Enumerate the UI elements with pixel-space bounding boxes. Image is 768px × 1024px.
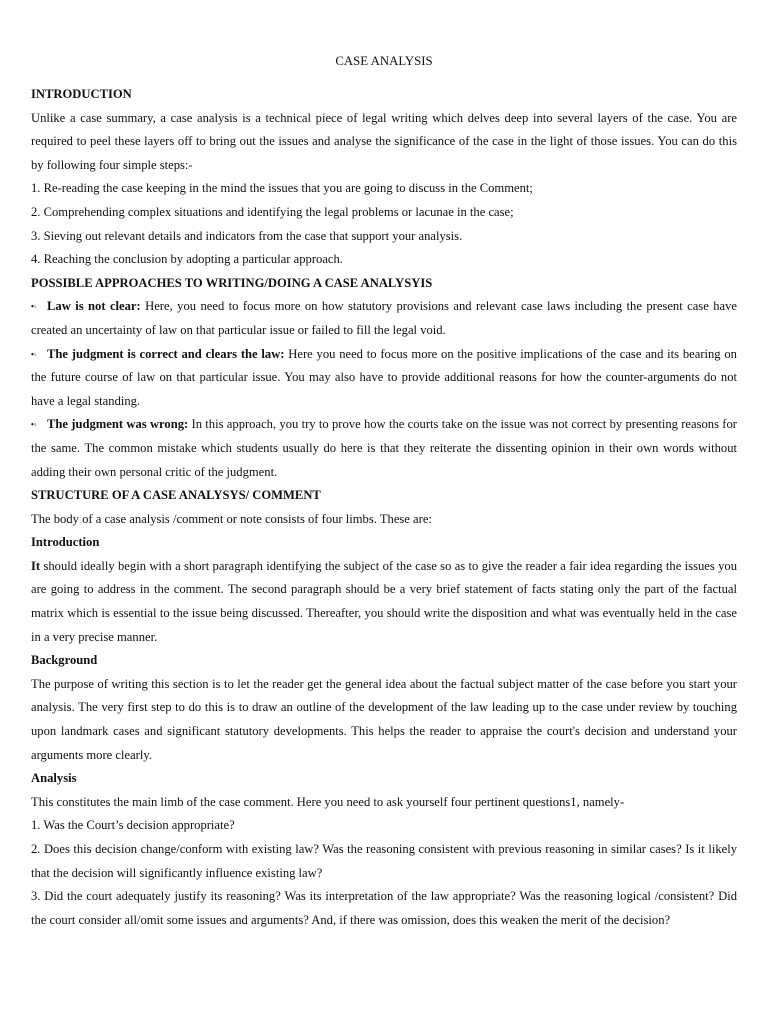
step-3: 3. Sieving out relevant details and indicators from the case that support your analysis. xyxy=(31,228,463,243)
analysis-paragraph: This constitutes the main limb of the case comment. Here you need to ask yourself four pertinent questions1, namely- xyxy=(31,794,625,809)
step-4: 4. Reaching the conclusion by adopting a particular approach. xyxy=(31,252,343,267)
introduction-heading: INTRODUCTION xyxy=(31,87,132,101)
analysis-subheading: Analysis xyxy=(31,771,77,786)
approach-lead: The judgment was wrong: xyxy=(47,417,189,432)
approach-text: Here, you need to focus more on how statutory provisions and relevant case laws including the present case have created an uncertainty of law on that particular issue or failed to fill the legal void. xyxy=(31,299,737,337)
background-paragraph: The purpose of writing this section is to let the reader get the general idea about the factual subject matter of the case before you start your analysis. The very first step to do this is to draw an outline of the development of the law leading up to the case under review by touching upon landmark cases and significant statutory developments. This helps the reader to appraise the court's decision and understand your arguments more clearly. xyxy=(31,676,737,762)
bullet-icon: •◦ xyxy=(31,302,37,312)
introduction-body xyxy=(31,555,737,649)
analysis-question-1: 1. Was the Court’s decision appropriate? xyxy=(31,818,235,833)
analysis-question-3: 3. Did the court adequately justify its reasoning? Was its interpretation of the law appropriate? Was the reasoning logical /consistent? Did the court consider all/omit some issues and arguments? And, if there was omission, does this weaken the merit of the decision? xyxy=(31,889,737,927)
approach-lead: Law is not clear: xyxy=(47,299,141,314)
approach-text: Here you need to focus more on the positive implications of the case and its bearing on the future course of law on that particular issue. You may also have to provide additional reasons for how the counter-arguments do not have a legal standing. xyxy=(31,346,737,408)
analysis-question-2: 2. Does this decision change/conform with existing law? Was the reasoning consistent with previous reasoning in similar cases? Is it likely that the decision will significantly influence existing law? xyxy=(31,842,737,880)
structure-heading: STRUCTURE OF A CASE ANALYSYS/ COMMENT xyxy=(31,488,321,503)
introduction-paragraph: Unlike a case summary, a case analysis is a technical piece of legal writing which delves deep into several layers of the case. You are required to peel these layers off to bring out the issues and analyse the significance of the case in the light of those issues. You can do this by following four simple steps:- xyxy=(31,110,737,172)
bullet-icon: •◦ xyxy=(31,420,37,430)
approaches-heading: POSSIBLE APPROACHES TO WRITING/DOING A CASE ANALYSYIS xyxy=(31,275,433,290)
background-subheading: Background xyxy=(31,653,98,668)
approach-item xyxy=(31,343,737,414)
structure-intro-line: The body of a case analysis /comment or note consists of four limbs. These are: xyxy=(31,511,432,526)
approach-item xyxy=(31,295,737,342)
step-1: 1. Re-reading the case keeping in the mind the issues that you are going to discuss in the Comment; xyxy=(31,181,533,196)
bullet-icon: •◦ xyxy=(31,349,37,359)
approach-lead: The judgment is correct and clears the law: xyxy=(47,346,285,361)
introduction-text: should ideally begin with a short paragraph identifying the subject of the case so as to give the reader a fair idea regarding the issues you are going to address in the comment. The second paragraph should be a very brief statement of facts stating only the part of the factual matrix which is essential to the issue being discussed. Thereafter, you should write the disposition and what was eventually held in the case in a very precise manner. xyxy=(31,558,737,644)
step-2: 2. Comprehending complex situations and identifying the legal problems or lacunae in the case; xyxy=(31,204,514,219)
approach-item xyxy=(31,413,737,484)
approach-text: In this approach, you try to prove how the courts take on the issue was not correct by presenting reasons for the same. The common mistake which students usually do here is that they reiterate the dissenting opinion in their own words without adding their own personal critic of the judgment. xyxy=(31,417,737,479)
document-title: CASE ANALYSIS xyxy=(335,54,433,68)
introduction-lead: It xyxy=(31,558,41,573)
introduction-subheading: Introduction xyxy=(31,535,100,550)
